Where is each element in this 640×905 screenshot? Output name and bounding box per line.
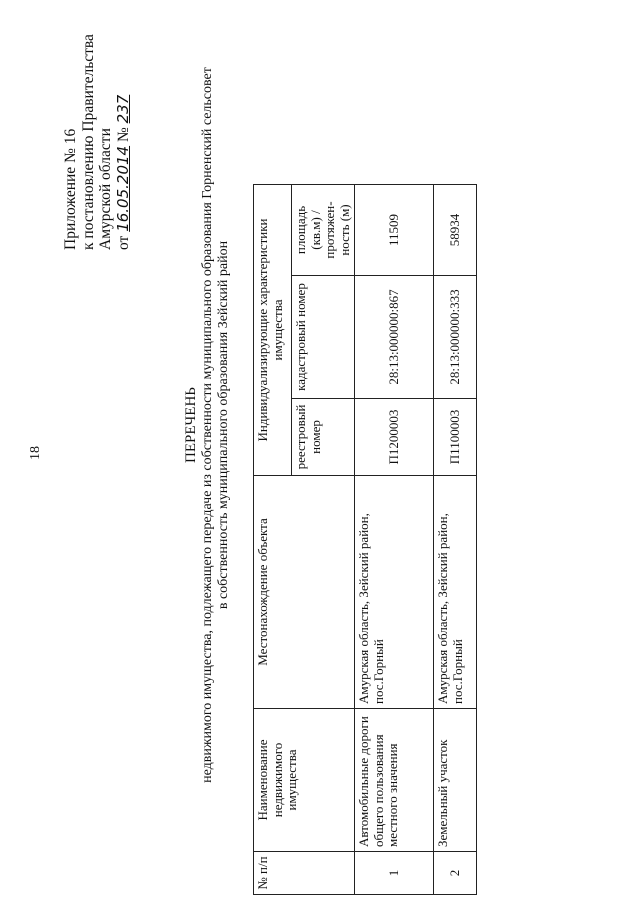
appendix-date-line (115, 34, 133, 250)
cell-cadastral: 28:13:000000:867 (355, 276, 434, 399)
cell-area: 58934 (434, 185, 477, 276)
header-name: Наименование недвижимого имущества (254, 709, 355, 852)
cell-registry: П1100003 (434, 399, 477, 476)
date-prefix: от (114, 235, 132, 250)
appendix-line2: к постановлению Правительства (79, 34, 97, 250)
header-num: № п/п (254, 852, 355, 895)
cell-num: 1 (355, 852, 434, 895)
title-line2: в собственность муниципального образования Зейский район (216, 240, 231, 610)
header-registry: реестровый номер (292, 399, 355, 476)
header-characteristics: Индивидуализирующие характеристики имущества (254, 185, 292, 476)
page-number: 18 (28, 446, 43, 460)
cell-registry: П1200003 (355, 399, 434, 476)
table-row (434, 185, 477, 895)
document-title: ПЕРЕЧЕНЬ (183, 387, 199, 463)
header-area: площадь (кв.м) / протяжен-ность (м) (292, 185, 355, 276)
appendix-line1: Приложение № 16 (62, 128, 79, 250)
cell-num: 2 (434, 852, 477, 895)
header-cadastral: кадастровый номер (292, 276, 355, 399)
cell-location: Амурская область, Зейский район, пос.Горный (434, 476, 477, 709)
property-table (253, 184, 477, 895)
appendix-block (62, 34, 132, 250)
table-header-row (254, 185, 292, 895)
date-value: 16.05.2014 (113, 145, 132, 232)
cell-location: Амурская область, Зейский район, пос.Горный (355, 476, 434, 709)
number-value: 237 (113, 94, 132, 124)
title-line1: недвижимого имущества, подлежащего передаче из собственности муниципального образования Горненский сельсовет (200, 67, 215, 783)
number-prefix: № (114, 127, 132, 143)
title-block (183, 55, 232, 795)
cell-name: Автомобильные дороги общего пользования местного значения (355, 709, 434, 852)
table-row (355, 185, 434, 895)
cell-name: Земельный участок (434, 709, 477, 852)
header-location: Местонахождение объекта (254, 476, 355, 709)
cell-cadastral: 28:13:000000:333 (434, 276, 477, 399)
appendix-line3: Амурской области (97, 128, 114, 250)
cell-area: 11509 (355, 185, 434, 276)
